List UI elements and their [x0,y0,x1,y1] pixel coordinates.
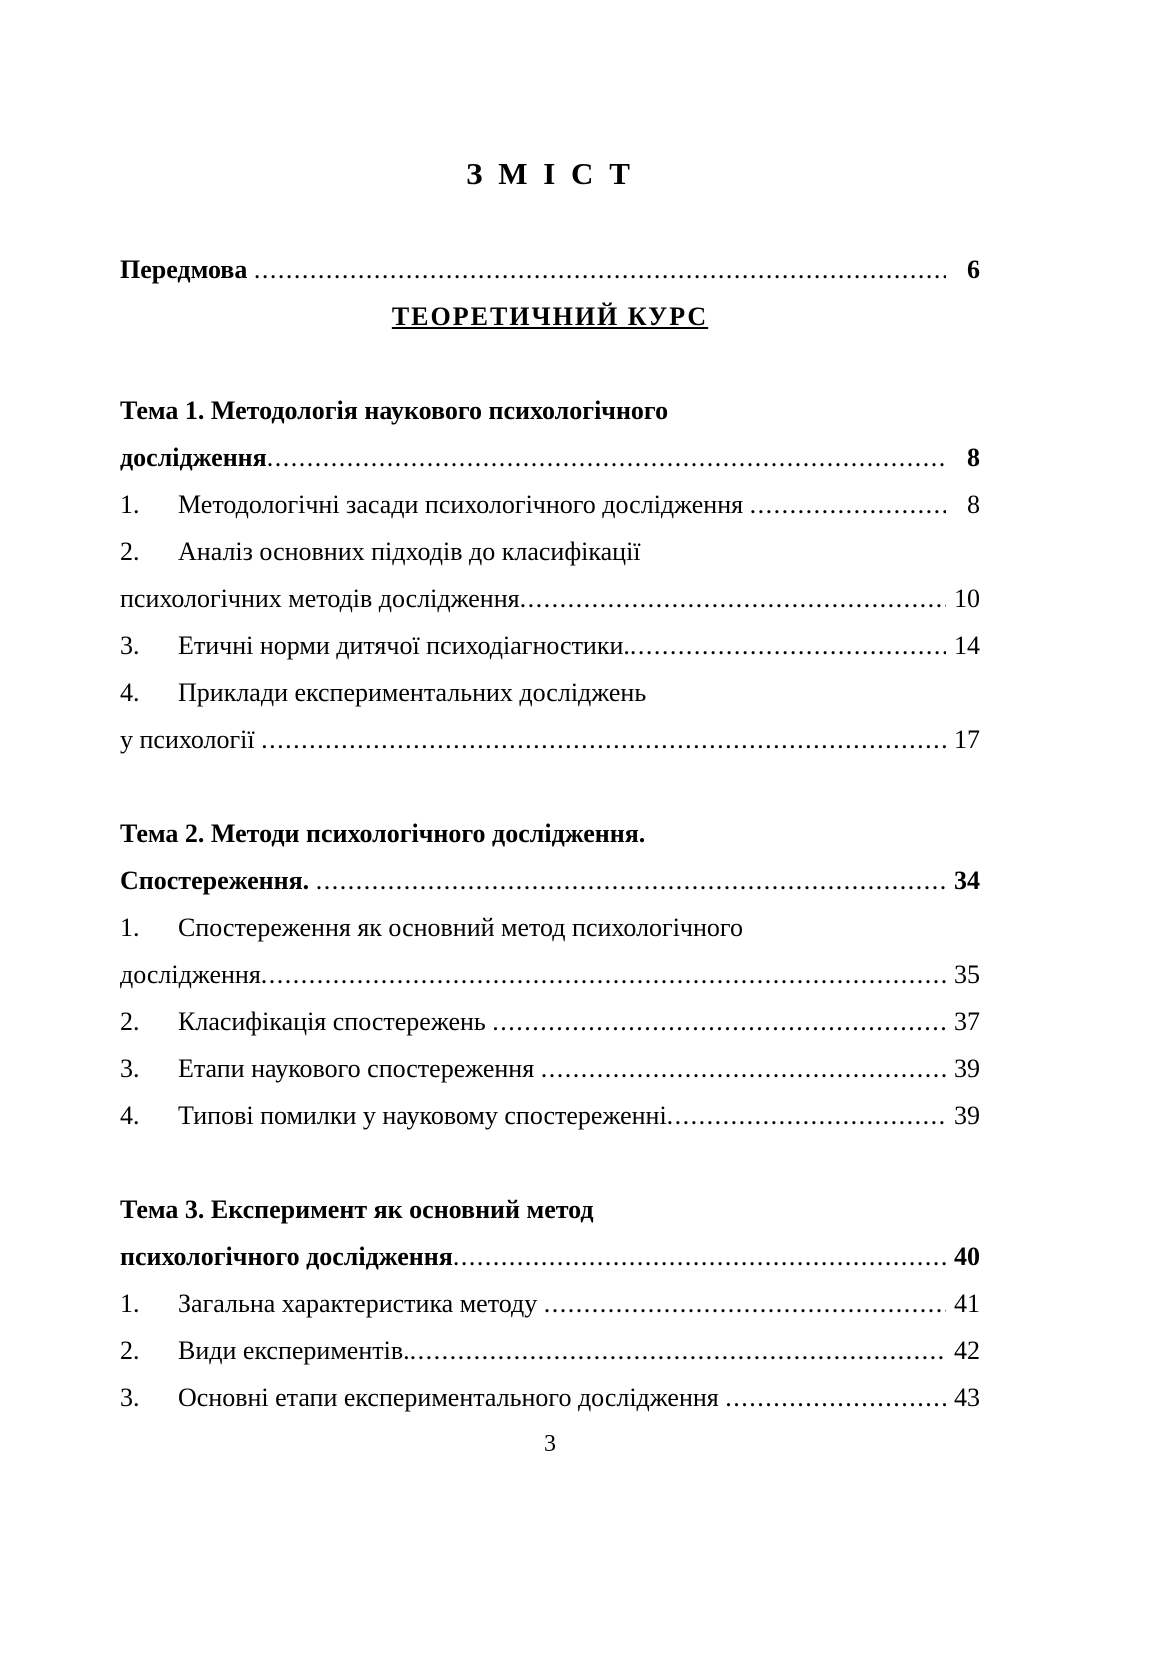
toc-theme-1 [120,387,980,763]
item-number: 4. [120,678,140,707]
toc-entry [120,481,980,528]
dot-leader [544,1280,946,1327]
item-number: 1. [120,490,140,519]
page-number: 42 [954,1336,980,1365]
entry-text: Основні етапи експериментального дослідження [178,1383,726,1412]
page-number: 14 [954,631,980,660]
theme-title-line [120,810,980,857]
toc-entry-continuation [120,716,980,763]
toc-entry [120,998,980,1045]
entry-text: Етапи наукового спостереження [178,1054,541,1083]
page-number: 41 [954,1289,980,1318]
page-number: 6 [967,255,980,284]
toc-entry-continuation [120,951,980,998]
entry-text: Тема 2. Методи психологічного дослідження. [120,819,646,848]
item-number: 4. [120,1101,140,1130]
document-title: З М І С Т [466,156,634,191]
entry-text: Загальна характеристика методу [178,1289,544,1318]
page-number: 37 [954,1007,980,1036]
entry-text: дослідження [120,960,261,989]
dot-leader [254,246,946,293]
theme-title-continuation [120,1233,980,1280]
dot-leader [630,622,946,669]
dot-leader [725,1374,946,1421]
entry-text: Методологічні засади психологічного дослідження [178,490,750,519]
page-number: 8 [967,490,980,519]
item-number: 3. [120,1054,140,1083]
entry-text: Тема 1. Методологія наукового психологічного [120,396,669,425]
toc-entry [120,669,980,716]
toc-entry [120,622,980,669]
page-number: 34 [954,866,980,895]
entry-text: Типові помилки у науковому спостереженні [178,1101,667,1130]
toc-entry [120,528,980,575]
section-heading-row [120,293,980,340]
item-number: 3. [120,1383,140,1412]
entry-text: Передмова [120,255,254,284]
dot-leader [667,1092,946,1139]
item-number: 3. [120,631,140,660]
dot-leader [316,857,946,904]
entry-text: Спостереження. [120,866,316,895]
dot-leader [261,716,946,763]
page-number: 40 [954,1242,980,1271]
dot-leader [520,575,946,622]
entry-text: дослідження [120,443,267,472]
entry-text: у психології [120,725,262,754]
table-of-contents [120,246,980,1421]
toc-entry-preface [120,246,980,293]
toc-entry [120,1092,980,1139]
dot-leader [453,1233,946,1280]
entry-text: психологічних методів дослідження [120,584,520,613]
theme-title-line [120,387,980,434]
page-number: 39 [954,1101,980,1130]
toc-entry [120,904,980,951]
dot-leader [410,1327,946,1374]
theme-title-line [120,1186,980,1233]
theme-title-continuation [120,857,980,904]
entry-text: Класифікація спостережень [178,1007,493,1036]
item-number: 1. [120,1289,140,1318]
item-number: 2. [120,1007,140,1036]
theme-title-continuation [120,434,980,481]
dot-leader [750,481,946,528]
toc-entry [120,1327,980,1374]
toc-entry-continuation [120,575,980,622]
dot-leader [541,1045,946,1092]
entry-text: Етичні норми дитячої психодіагностики. [178,631,630,660]
page-number: 17 [954,725,980,754]
toc-entry [120,1374,980,1421]
page-number: 10 [954,584,980,613]
footer-page-number: 3 [544,1431,556,1457]
entry-text: Аналіз основних підходів до класифікації [178,537,641,566]
page-number: 35 [954,960,980,989]
toc-theme-2 [120,810,980,1139]
entry-text: Спостереження як основний метод психологічного [178,913,743,942]
toc-entry [120,1280,980,1327]
entry-text: Приклади експериментальних досліджень [178,678,647,707]
entry-text: психологічного дослідження [120,1242,453,1271]
page-number: 43 [954,1383,980,1412]
page-number: 8 [967,443,980,472]
item-number: 1. [120,913,140,942]
toc-entry [120,1045,980,1092]
page-number: 39 [954,1054,980,1083]
section-heading: ТЕОРЕТИЧНИЙ КУРС [391,302,709,331]
item-number: 2. [120,1336,140,1365]
dot-leader [492,998,946,1045]
dot-leader [261,951,946,998]
entry-text: Тема 3. Експеримент як основний метод [120,1195,594,1224]
toc-theme-3 [120,1186,980,1421]
dot-leader [267,434,946,481]
item-number: 2. [120,537,140,566]
entry-text: Види експериментів. [178,1336,410,1365]
